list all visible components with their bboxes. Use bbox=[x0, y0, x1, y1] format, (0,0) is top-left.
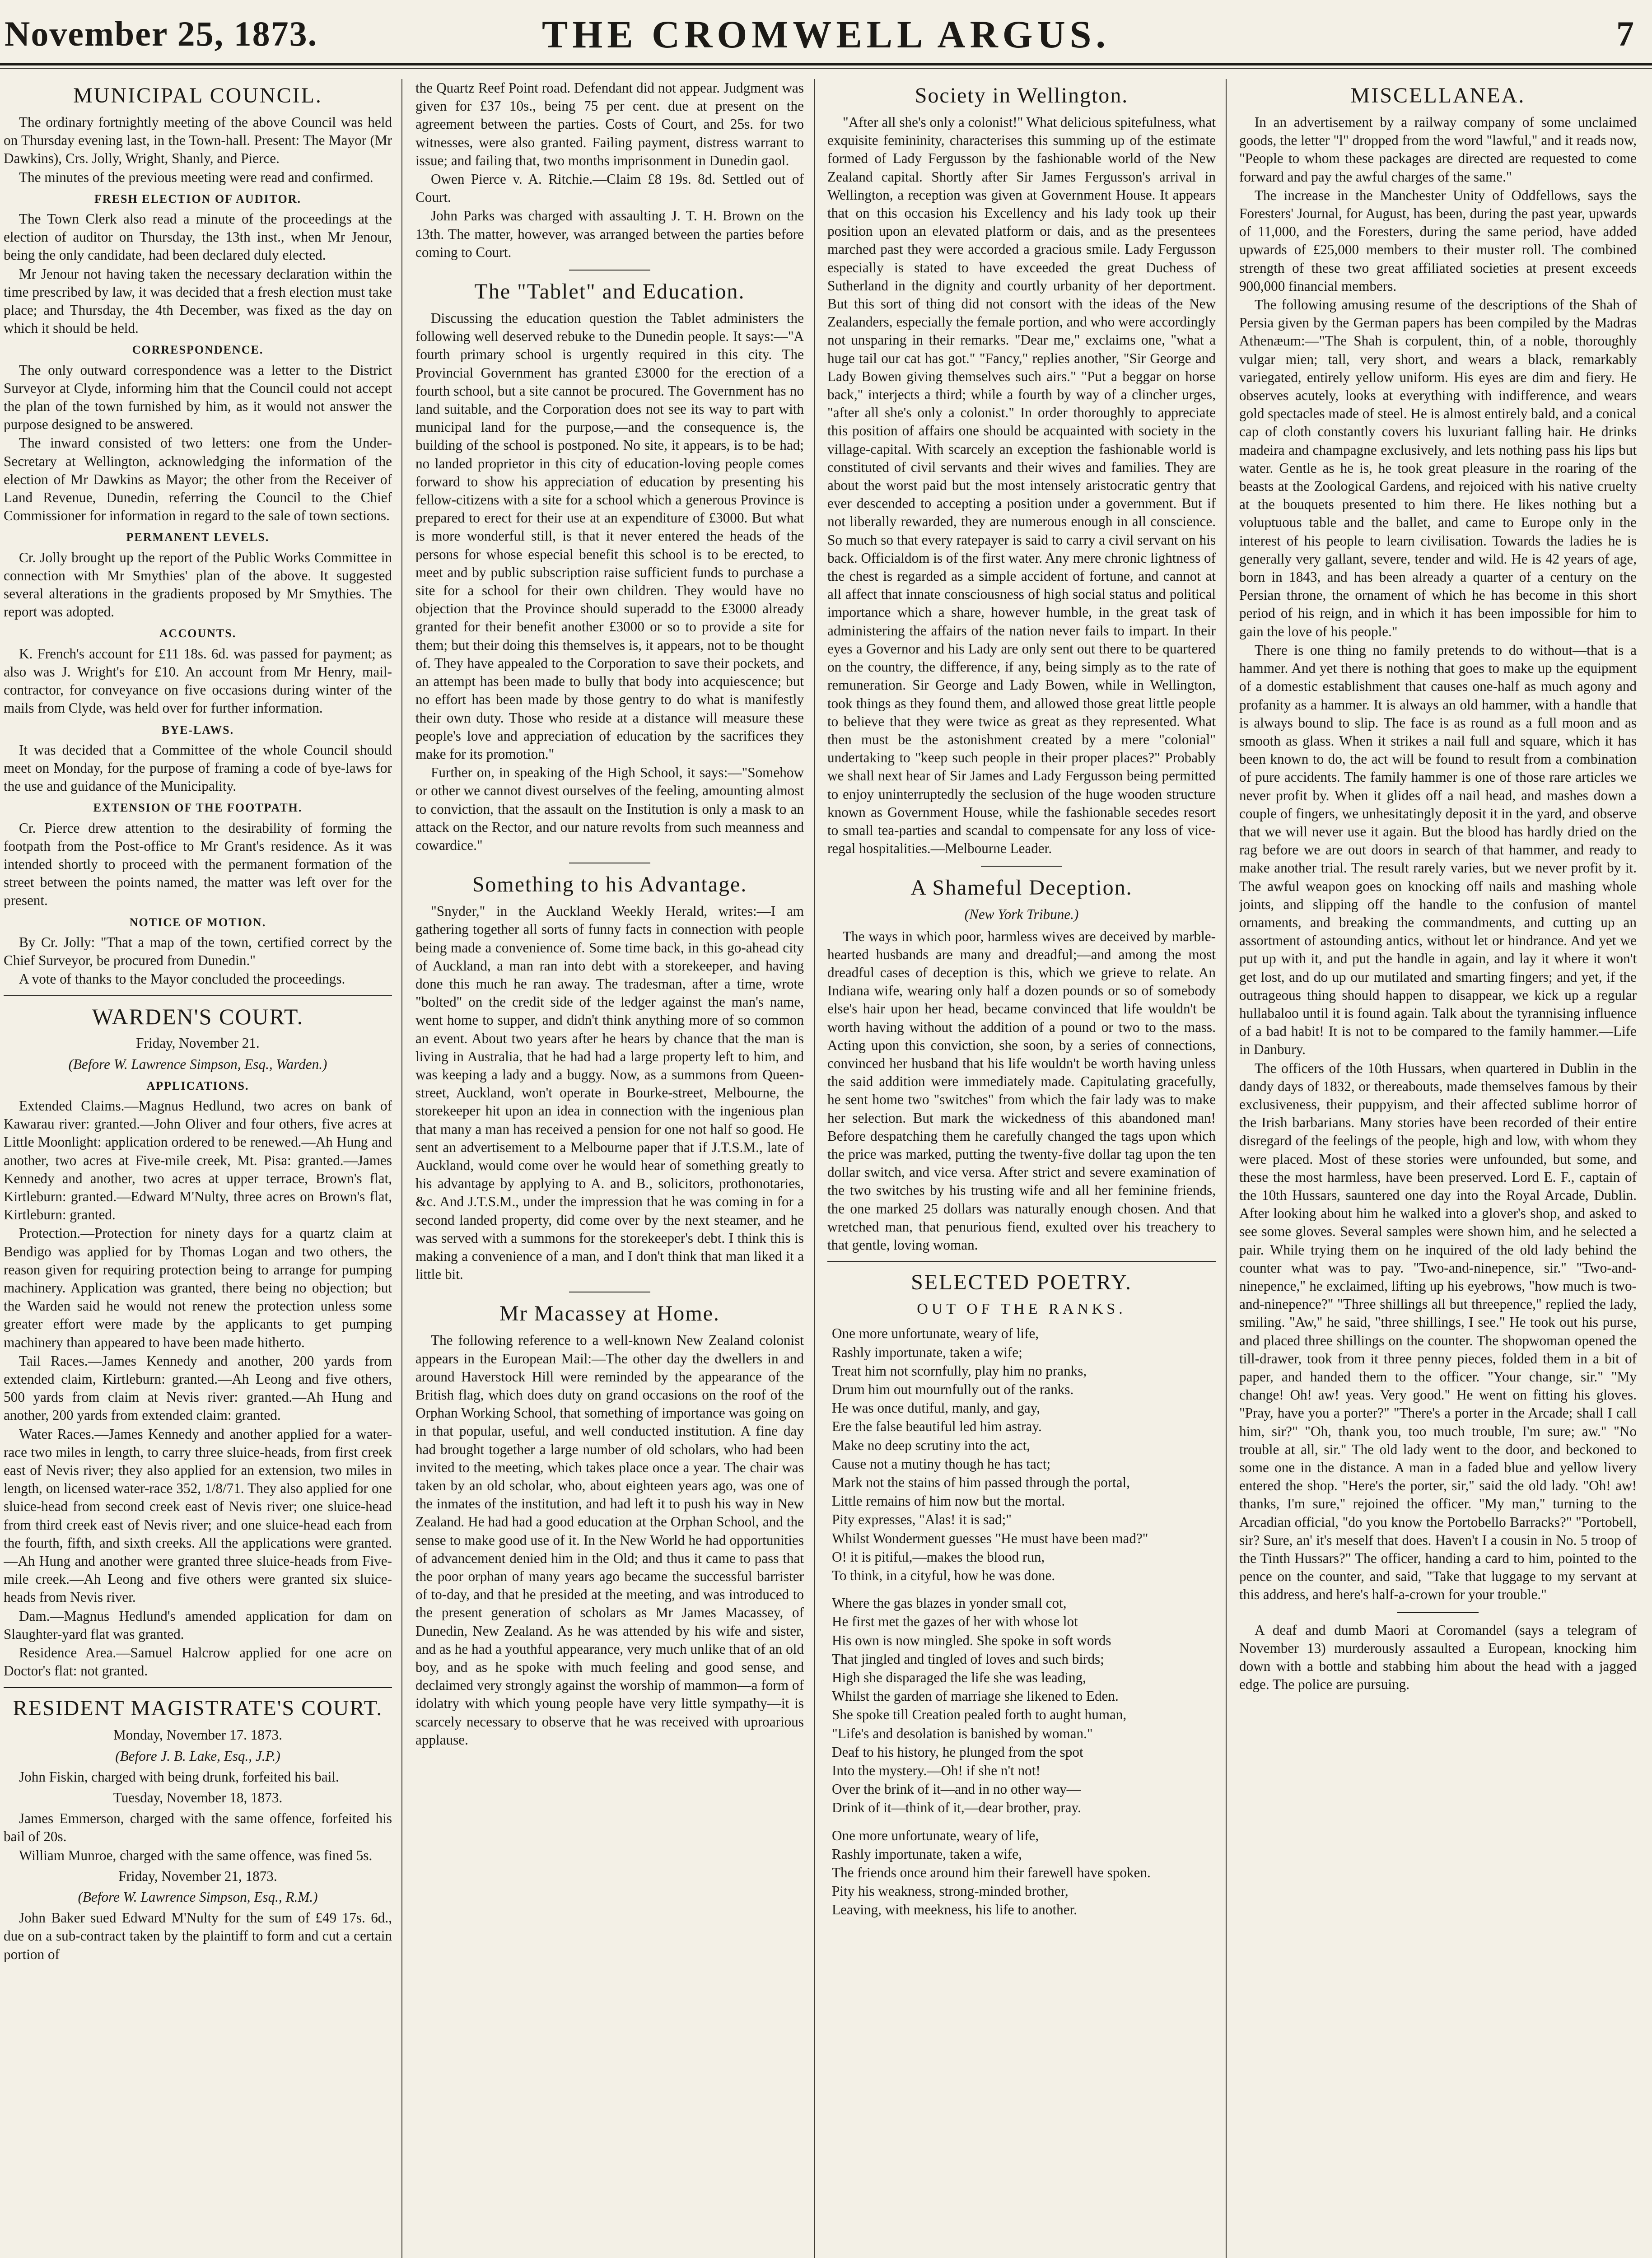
column-2 bbox=[415, 79, 804, 2258]
paragraph: A vote of thanks to the Mayor concluded the proceedings. bbox=[19, 971, 345, 987]
paragraph: It was decided that a Committee of the whole Council should meet on Monday, for the purpose of framing a code of bye-laws for the use and guidance of the Municipality. bbox=[4, 742, 392, 794]
paragraph: A deaf and dumb Maori at Coromandel (says a telegram of November 13) murderously assaulted a European, knocking him down with a bottle and stabbing him about the head with a jagged edge. The police are pursuing. bbox=[1239, 1622, 1637, 1693]
poem-line: Little remains of him now but the mortal. bbox=[832, 1493, 1065, 1509]
poem-line: Drink of it—think of it,—dear brother, pray. bbox=[832, 1800, 1081, 1816]
paragraph: Tail Races.—James Kennedy and another, 200 yards from extended claim, Kirtleburn: granted.—Ah Leong and five others, 500 yards from claim at Nevis river: granted.—Ah Hung and another, 200 yards from extended claim: granted. bbox=[4, 1353, 392, 1423]
article-rule bbox=[981, 866, 1062, 867]
poem-line: Ere the false beautiful led him astray. bbox=[832, 1418, 1042, 1435]
poem-line: Whilst Wonderment guesses "He must have been mad?" bbox=[832, 1530, 1148, 1546]
poem-line: Deaf to his history, he plunged from the spot bbox=[832, 1744, 1083, 1760]
column-divider bbox=[401, 79, 402, 2258]
poem-line: Make no deep scrutiny into the act, bbox=[832, 1437, 1031, 1453]
paragraph: The ways in which poor, harmless wives are deceived by marble-hearted husbands are many and dreadful;—and among the most dreadful cases of deception is this, which we grieve to relate. An Indiana wife, wearing only half a dozen pounds or so of somebody else's hair upon her head, became convinced that life wouldn't be worth having without the addition of a pound or two to the mass. Acting upon this conviction, she soon, by a series of connections, convinced her husband that his life wouldn't be worth having unless the said addition were immediately made. Capitulating gracefully, he sent home two "switches" from which the fair lady was to make her selection. But mark the wickedness of this abandoned man! Before despatching them he carefully changed the tags upon which the price was marked, putting the twenty-five dollar tag upon the ten dollar switch, and vice versa. After strict and severe examination of the two switches by his trusting wife and all her feminine friends, the one marked 25 dollars was naturally enough chosen. And that wretched man, that penurious fiend, exulted over his treachery to that gentle, loving woman. bbox=[827, 928, 1216, 1253]
paragraph: The only outward correspondence was a letter to the District Surveyor at Clyde, informing him that the Council could not accept the plan of the town furnished by him, as it would not answer the purpose designed to be answered. bbox=[4, 362, 392, 433]
paragraph: Owen Pierce v. A. Ritchie.—Claim £8 19s. 8d. Settled out of Court. bbox=[415, 171, 804, 205]
poem-line: Cause not a mutiny though he has tact; bbox=[832, 1456, 1051, 1472]
paragraph: Dam.—Magnus Hedlund's amended application for dam on Slaughter-yard flat was granted. bbox=[4, 1608, 392, 1642]
poem-line: Whilst the garden of marriage she likened to Eden. bbox=[832, 1688, 1119, 1704]
bench-note: (Before J. B. Lake, Esq., J.P.) bbox=[115, 1748, 280, 1764]
article-title-resident-magistrates-court: RESIDENT MAGISTRATE'S COURT. bbox=[13, 1696, 383, 1721]
paragraph: Residence Area.—Samuel Halcrow applied for one acre on Doctor's flat: not granted. bbox=[4, 1645, 392, 1679]
poem-line: He was once dutiful, manly, and gay, bbox=[832, 1400, 1041, 1416]
paragraph: Cr. Pierce drew attention to the desirability of forming the footpath from the Post-office to Mr Grant's residence. As it was intended shortly to proceed with the permanent formation of the street between the points named, the matter was left over for the present. bbox=[4, 820, 392, 909]
subheading: FRESH ELECTION OF AUDITOR. bbox=[94, 192, 301, 205]
poem-stanza bbox=[827, 1827, 1216, 1919]
masthead bbox=[0, 0, 1652, 59]
bench-note: (Before W. Lawrence Simpson, Esq., R.M.) bbox=[78, 1889, 318, 1905]
paragraph: Mr Jenour not having taken the necessary declaration within the time prescribed by law, it was decided that a fresh election must take place; and Thursday, the 4th December, was fixed as the day on which it should be held. bbox=[4, 266, 392, 336]
paragraph: the Quartz Reef Point road. Defendant did not appear. Judgment was given for £37 10s., being 75 per cent. due at present on the agreement between the parties. Costs of Court, and 25s. for two witnesses, were also granted. Failing payment, distress warrant to issue; and failing that, two months imprisonment in Dunedin gaol. bbox=[415, 80, 804, 168]
paragraph: The minutes of the previous meeting were read and confirmed. bbox=[19, 169, 373, 185]
subheading: ACCOUNTS. bbox=[159, 627, 237, 640]
paragraph: The officers of the 10th Hussars, when quartered in Dublin in the dandy days of 1832, or thereabouts, made themselves famous by their exclusiveness, their puppyism, and their affected sublime horror of the Irish barbarians. Many stories have been recorded of their entire disregard of the feelings of the people, high and low, with whom they were placed. Most of these stories were unfounded, but some, and these the most harmless, have been preserved. Lord E. F., captain of the 10th Hussars, sauntered one day into the Royal Arcade, Dublin. After looking about him he walked into a glover's shop, and asked to see some gloves. Several samples were shown him, and he selected a pair. While trying them on he inquired of the old lady behind the counter what was to pay. "Two-and-ninepence, sir." "Two-and-ninepence," he exclaimed, lifting up his eyebrows, "how much is two-and-ninepence?" "Three shillings all but threepence," replied the lady, smiling. "Aw," he said, "three shillings, I see." He took out his purse, and placed three shillings on the counter. The shopwoman opened the till-drawer, took from it three penny pieces, folded them in a bit of paper, and handed them to the officer. "Your change, sir." "My change! Oh! aw! yeas. Very good." He went on fitting his gloves. "Pray, have you a porter?" "There's a porter in the Arcade; shall I call him, sir?" "Oh, thank you, too much trouble, I'm sure; aw." "No trouble at all, sir." The old lady went to the door, and beckoned to some one in the distance. A man in a faded blue and yellow livery entered the shop. "Here's the porter, sir," said the old lady. "Oh! aw! thanks, I'm sure," rejoined the officer. "My man," turning to the Arcadian official, "do you know the Portobello Barracks?" "Portobell, sir? Sure, an' it's meself that does. Haven't I a cousin in No. 5 troop of the Tinth Hussars?" The officer, handing a card to him, pointed to the pence on the counter, and said, "Take that luggage to my servant at this address, and here's half-a-crown for your trouble." bbox=[1239, 1060, 1637, 1603]
poem-title: OUT OF THE RANKS. bbox=[917, 1301, 1126, 1318]
poem-line: One more unfortunate, weary of life, bbox=[832, 1827, 1039, 1843]
article-title-tablet-education: The "Tablet" and Education. bbox=[474, 280, 745, 304]
paragraph: The following reference to a well-known New Zealand colonist appears in the European Mail:—The other day the dwellers in and around Haverstock Hill were reminded by the appearance of the British flag, which does duty on grand occasions on the roof of the Orphan Working School, that something of importance was going on in that popular, useful, and well conducted institution. A fine day had brought together a large number of old scholars, who had been invited to the meeting, which takes place once a year. The chair was taken by an old scholar, who, about eighteen years ago, was one of the inmates of the institution, and had left it to push his way in New Zealand. He had had a good education at the Orphan School, and the sense to make good use of it. In the New World he had opportunities of advancement denied him in the Old; and thus it came to pass that the poor orphan of many years ago became the successful barrister of to-day, and that he presided at the meeting, and was introduced to the present generation of scholars as Mr James Macassey, of Dunedin, New Zealand. As he was attended by his wife and sister, and as he had a youthful appearance, very much unlike that of an old boy, and as he spoke with much feeling and good sense, and declaimed very strongly against the worship of mammon—a form of idolatry with which young people have very little sympathy—it is scarcely necessary to observe that he was received with uproarious applause. bbox=[415, 1332, 804, 1748]
sitting-date: Friday, November 21, 1873. bbox=[118, 1868, 277, 1884]
paragraph: James Emmerson, charged with the same offence, forfeited his bail of 20s. bbox=[4, 1810, 392, 1845]
paragraph: Cr. Jolly brought up the report of the Public Works Committee in connection with Mr Smythies' plan of the above. It suggested several alterations in the gradients proposed by Mr Smythies. The report was adopted. bbox=[4, 549, 392, 620]
article-title-shameful-deception: A Shameful Deception. bbox=[910, 876, 1133, 900]
paragraph: John Fiskin, charged with being drunk, forfeited his bail. bbox=[19, 1768, 339, 1785]
article-title-selected-poetry: SELECTED POETRY. bbox=[911, 1270, 1132, 1295]
article-title-wardens-court: WARDEN'S COURT. bbox=[92, 1004, 304, 1030]
paragraph: By Cr. Jolly: "That a map of the town, certified correct by the Chief Surveyor, be procured from Dunedin." bbox=[4, 934, 392, 968]
poem-line: Drum him out mournfully out of the ranks. bbox=[832, 1381, 1074, 1397]
subheading: PERMANENT LEVELS. bbox=[126, 531, 270, 544]
sitting-date: Monday, November 17. 1873. bbox=[113, 1727, 282, 1743]
poem-line: Treat him not scornfully, play him no pranks, bbox=[832, 1362, 1087, 1379]
paragraph: The Town Clerk also read a minute of the proceedings at the election of auditor on Thursday, the 13th inst., when Mr Jenour, being the only candidate, had been declared duly elected. bbox=[4, 211, 392, 263]
subheading: BYE-LAWS. bbox=[161, 723, 234, 737]
poem-line: One more unfortunate, weary of life, bbox=[832, 1325, 1039, 1342]
article-title-society-wellington: Society in Wellington. bbox=[915, 84, 1129, 107]
paragraph: The inward consisted of two letters: one from the Under-Secretary at Wellington, acknowledging the information of the election of Mr Dawkins as Mayor; the other from the Receiver of Land Revenue, Dunedin, referring the Council to the Chief Commissioner for information in regard to the sale of town sections. bbox=[4, 435, 392, 524]
source-note: (New York Tribune.) bbox=[964, 906, 1079, 923]
poem-line: Pity expresses, "Alas! it is sad;" bbox=[832, 1512, 1012, 1528]
paragraph: "After all she's only a colonist!" What delicious spitefulness, what exquisite femininity, characterises this summing up of the estimate formed of Lady Fergusson by the fashionable world of the New Zealand capital. Shortly after Sir James Fergusson's arrival in Wellington, a reception was given at Government House. It appears that on this occasion his Excellency and his lady took up their position upon an elevated platform or dais, and as the presentees marched past they were accorded a gracious smile. Lady Fergusson especially is stated to have exceeded the great Duchess of Sutherland in the dignity and courtly urbanity of her deportment. But this sort of thing did not consort with the ideas of the New Zealanders, especially the female portion, and who were accordingly not unsparing in their remarks. "Dear me," exclaims one, "what a huge tail our cat has got." "Fancy," replies another, "Sir George and Lady Bowen giving themselves such airs." "Put a beggar on horse back," interjects a third; while a fourth by way of a clincher urges, "after all she's only a colonist." In order thoroughly to appreciate this position of affairs one should be acquainted with society in the village-capital. With scarcely an exception the fashionable world is constituted of civil servants and their wives and families. They are about the worst paid but the most intensely aristocratic gentry that ever descended to accepting a position under a government. But if not liberally rewarded, they are numerous enough in all conscience. So much so that every ratepayer is said to carry a civil servant on his back. Officialdom is of the first water. Any mere chronic lightness of the chest is regarded as a simple accident of fortune, and cannot at all affect that innate consciousness of high social status and political importance which a share, however humble, in the great task of administering the affairs of the nation never fails to impart. In their eyes a Governor and his Lady are only sent out there to be quartered on the country, the difference, if any, being simply as to the rate of remuneration. Sir George and Lady Bowen, while in Wellington, took things as they found them, and allowed those great little people to believe that they were twice as great as they represented. What then must be the astonishment created by a mere "colonial" undertaking to "keep such people in their proper places?" Probably we shall next hear of Sir James and Lady Fergusson being permitted to enjoy uninterruptedly the seclusion of the huge wooden structure known as Government House, while the fashionable secedes resort to small tea-parties and scandal to compensate for any loss of vice-regal hospitalities.—Melbourne Leader. bbox=[827, 114, 1216, 857]
paragraph: In an advertisement by a railway company of some unclaimed goods, the letter "l" dropped from the word "lawful," and it reads now, "People to whom these packages are directed are requested to come forward and pay the awful charges of the same." bbox=[1239, 114, 1637, 185]
column-1 bbox=[4, 79, 392, 2258]
poem-line: Where the gas blazes in yonder small cot, bbox=[832, 1595, 1067, 1611]
subheading: EXTENSION OF THE FOOTPATH. bbox=[93, 801, 303, 815]
poem-line: To think, in a cityful, how he was done. bbox=[832, 1568, 1055, 1584]
issue-date: November 25, 1873. bbox=[5, 14, 318, 53]
poem-line: Over the brink of it—and in no other way— bbox=[832, 1781, 1081, 1797]
paragraph: John Parks was charged with assaulting J. T. H. Brown on the 13th. The matter, however, was arranged between the parties before coming to Court. bbox=[415, 208, 804, 260]
paragraph: John Baker sued Edward M'Nulty for the sum of £49 17s. 6d., due on a sub-contract taken by the plaintiff to form and cut a certain portion of bbox=[4, 1910, 392, 1962]
poem-line: That jingled and tingled of loves and such birds; bbox=[832, 1651, 1104, 1667]
poem-line: Mark not the stains of him passed through the portal, bbox=[832, 1474, 1130, 1491]
column-divider bbox=[1226, 79, 1227, 2258]
poem-line: His own is now mingled. She spoke in soft words bbox=[832, 1632, 1111, 1648]
article-title-macassey: Mr Macassey at Home. bbox=[499, 1302, 720, 1326]
page-number: 7 bbox=[1616, 14, 1634, 53]
header-rule-thin bbox=[0, 68, 1652, 69]
paragraph: Protection.—Protection for ninety days for a quartz claim at Bendigo was applied for by Thomas Logan and two others, the reason given for requiring protection being to arrange for pumping machinery. Application was granted, there being no objection; but the Warden said he would not renew the protection unless some greater effort were made by the applicants to get pumping machinery than appeared to have been made hitherto. bbox=[4, 1225, 392, 1350]
paragraph: Water Races.—James Kennedy and another applied for a water-race two miles in length, to carry three sluice-heads, from first creek east of Nevis river; they also applied for an extension, two miles in length, on licensed water-race 352, 1/8/71. They also applied for one sluice-head from second creek east of Nevis river; one sluice-head from third creek east of Nevis river; and one sluice-head each from the fourth, fifth, and sixth creeks. All the applications were granted.—Ah Hung and another were granted three sluice-heads from Five-mile creek.—Ah Leong and five others were granted six sluice-heads from Nevis river. bbox=[4, 1426, 392, 1605]
paragraph: The following amusing resume of the descriptions of the Shah of Persia given by the German papers has been compiled by the Madras Athenæum:—"The Shah is corpulent, thin, of a noble, thoroughly vulgar mien; tall, very short, and wears a black, remarkably variegated, entirely yellow uniform. His eyes are dim and fiery. He observes acutely, looks at everything with indifference, and wears gold spectacles made of steel. He is almost entirely bald, and a conical cap of cloth constantly covers his luxuriant falling hair. He drinks madeira and champagne exclusively, and lets nothing pass his lips but water. Gentle as he is, he took great pleasure in the roaring of the beasts at the Zoological Gardens, and rejoiced with his native cruelty at the bouquets presented to him there. He likes nothing but a voluptuous table and the ballet, and came to Europe only in the interest of his people to learn civilisation. Towards the ladies he is generally very gallant, severe, tender and wild. He is 42 years of age, born in 1843, and has been already a quarter of a century on the Persian throne, the ornament of which he has become in this short period of his reign, and in which it has been impossible for him to gain the love of his people." bbox=[1239, 297, 1637, 639]
subheading: CORRESPONDENCE. bbox=[132, 343, 264, 357]
article-title-something-advantage: Something to his Advantage. bbox=[472, 872, 747, 897]
article-rule bbox=[569, 270, 650, 271]
paragraph: William Munroe, charged with the same offence, was fined 5s. bbox=[19, 1847, 373, 1863]
paragraph: Discussing the education question the Tablet administers the following well deserved rebuke to the Dunedin people. It says:—"A fourth primary school is urgently required in this city. The Provincial Government has granted £3000 for the erection of a fourth school, but a site cannot be procured. The Government has no land suitable, and the Corporation does not see its way to part with municipal land for the purpose,—and the consequence is, the building of the school is postponed. No site, it appears, is to be had; no landed proprietor in this city of education-loving people comes forward to show his appreciation of education by presenting his fellow-citizens with a site for a school which a generous Province is prepared to erect for their use at an expenditure of £3000. But what is more wonderful still, is that it never entered the heads of the persons for whose especial benefit this school is to be erected, to meet and by public subscription raise sufficient funds to purchase a site for a school for their own children. They would have no objection that the Province should superadd to the £3000 already granted for their benefit another £3000 or so to provide a site for them; but their doing this themselves is, it appears, not to be thought of. They have appealed to the Corporation to save their pockets, and an attempt has been made to bully that body into acquiescence; but no effort has been made by those gentry to do what is manifestly their own duty. Those who reside at a distance will measure these people's love and appreciation of education by the sacrifices they make for its promotion." bbox=[415, 310, 804, 762]
paragraph: Further on, in speaking of the High School, it says:—"Somehow or other we cannot divest ourselves of the feeling, amounting almost to conviction, that the assault on the Institution is only a mask to an attack on the Rector, and our nature revolts from such meanness and cowardice." bbox=[415, 765, 804, 853]
poem-stanza bbox=[827, 1594, 1216, 1817]
newspaper-title: THE CROMWELL ARGUS. bbox=[541, 13, 1111, 56]
poem-stanza bbox=[827, 1325, 1216, 1585]
sitting-date: Tuesday, November 18, 1873. bbox=[113, 1790, 283, 1806]
column-divider bbox=[814, 79, 815, 2258]
article-title-municipal-council: MUNICIPAL COUNCIL. bbox=[73, 84, 322, 107]
paragraph: The increase in the Manchester Unity of Oddfellows, says the Foresters' Journal, for August, has been, during the past year, upwards of 11,000, and the Foresters, during the same period, have added upwards of £25,000 members to their muster roll. The combined strength of these two great affiliated societies at present exceeds 900,000 financial members. bbox=[1239, 187, 1637, 294]
subheading: APPLICATIONS. bbox=[146, 1079, 249, 1092]
poem-line: Pity his weakness, strong-minded brother, bbox=[832, 1883, 1069, 1899]
section-rule bbox=[4, 995, 392, 996]
column-4 bbox=[1239, 79, 1637, 2258]
section-rule bbox=[827, 1261, 1216, 1262]
poem-line: High she disparaged the life she was leading, bbox=[832, 1670, 1086, 1686]
poem-line: O! it is pitiful,—makes the blood run, bbox=[832, 1549, 1045, 1565]
poem-line: He first met the gazes of her with whose lot bbox=[832, 1614, 1078, 1630]
poem-line: Leaving, with meekness, his life to another. bbox=[832, 1902, 1078, 1918]
poem-line: Rashly importunate, taken a wife, bbox=[832, 1846, 1022, 1862]
paragraph: K. French's account for £11 18s. 6d. was passed for payment; as also was J. Wright's for £10. An account from Mr Henry, mail-contractor, for conveyance on five occasions during winter of the mails from Clyde, was held over for further information. bbox=[4, 645, 392, 716]
poem-line: She spoke till Creation pealed forth to aught human, bbox=[832, 1707, 1127, 1723]
paragraph: There is one thing no family pretends to do without—that is a hammer. And yet there is nothing that goes to make up the equipment of a domestic establishment that causes one-half as much agony and profanity as a hammer. It is always an old hammer, with a handle that is always bound to slip. The face is as round as a full moon and as smooth as glass. When it strikes a nail full and square, which it has been known to do, the act will be found to result from a combination of pure accidents. The family hammer is one of those rare articles we never profit by. When it glides off a nail head, and mashes down a couple of fingers, we unhesitatingly deposit it in the yard, and observe that we will never use it again. But the blood has hardly dried on the rag before we are out doors in search of that hammer, and ready to make another trial. The result rarely varies, but we never profit by it. The awful weapon goes on knocking off nails and mashing whole joints, and slipping off the handle to the confusion of mantel ornaments, and breaking the commandments, and cutting up an assortment of astounding antics, without let or hindrance. And yet we put up with it, and put the handle in again, and lay it where it won't get lost, and do up our mutilated and smarting fingers; and yet, if the outrageous thing should happen to disappear, we kick up a regular hullabaloo until it is found again. Talk about the tyrannising influence of a bad habit! It is not to be compared to the family hammer.—Life in Danbury. bbox=[1239, 642, 1637, 1058]
article-title-miscellanea: MISCELLANEA. bbox=[1350, 84, 1526, 107]
poem-line: Into the mystery.—Oh! if she n't not! bbox=[832, 1763, 1041, 1779]
subheading: NOTICE OF MOTION. bbox=[129, 915, 266, 929]
header-rule bbox=[0, 63, 1652, 65]
poem-line: Rashly importunate, taken a wife; bbox=[832, 1344, 1022, 1360]
article-rule bbox=[1397, 1612, 1479, 1613]
poem-line: The friends once around him their farewell have spoken. bbox=[832, 1865, 1151, 1881]
paragraph: "Snyder," in the Auckland Weekly Herald, writes:—I am gathering together all sorts of funny facts in connection with people being made a convenience of. Some time back, in this go-ahead city of Auckland, a man ran into debt with a storekeeper, and having done this much he ran away. The tradesman, after a time, wrote "bolted" on the credit side of the ledger against the man's name, went home to supper, and didn't think anything more of so common an event. About two years after he hears by chance that the man is living in Australia, that he had had a large property left to him, and was keeping a lady and a buggy. Now, as a summons from Queen-street, Auckland, won't operate in Bourke-street, Melbourne, the storekeeper hit upon an idea in connection with the ingenious plan that many a man has received a pension for one not half so good. He sent an advertisement to a Melbourne paper that if J.T.S.M., late of Auckland, would come over he would hear of something greatly to his advantage by applying to A. and B., solicitors, prothonotaries, &c. And J.T.S.M., under the impression that he was coming in for a second landed property, did come over by the next steamer, and he was served with a summons for the storekeeper's debt. I think this is making a convenience of a man, and I don't think that man liked it a little bit. bbox=[415, 903, 804, 1283]
bench-note: (Before W. Lawrence Simpson, Esq., Warden.) bbox=[68, 1056, 327, 1072]
column-3 bbox=[827, 79, 1216, 2258]
poem-line: "Life's and desolation is banished by woman." bbox=[832, 1725, 1093, 1741]
paragraph: The ordinary fortnightly meeting of the above Council was held on Thursday evening last, in the Town-hall. Present: The Mayor (Mr Dawkins), Crs. Jolly, Wright, Shanly, and Pierce. bbox=[4, 114, 392, 167]
paragraph: Extended Claims.—Magnus Hedlund, two acres on bank of Kawarau river: granted.—John Oliver and four others, five acres at Little Moonlight: application ordered to be renewed.—Ah Hung and another, two acres at Five-mile creek, Mt. Pisa: granted.—James Kennedy and another, two acres at upper terrace, Brown's flat, Kirtleburn: granted.—Edward M'Nulty, three acres on Brown's flat, Kirtleburn: granted. bbox=[4, 1097, 392, 1223]
sitting-date: Friday, November 21. bbox=[136, 1035, 260, 1051]
section-rule bbox=[4, 1687, 392, 1688]
